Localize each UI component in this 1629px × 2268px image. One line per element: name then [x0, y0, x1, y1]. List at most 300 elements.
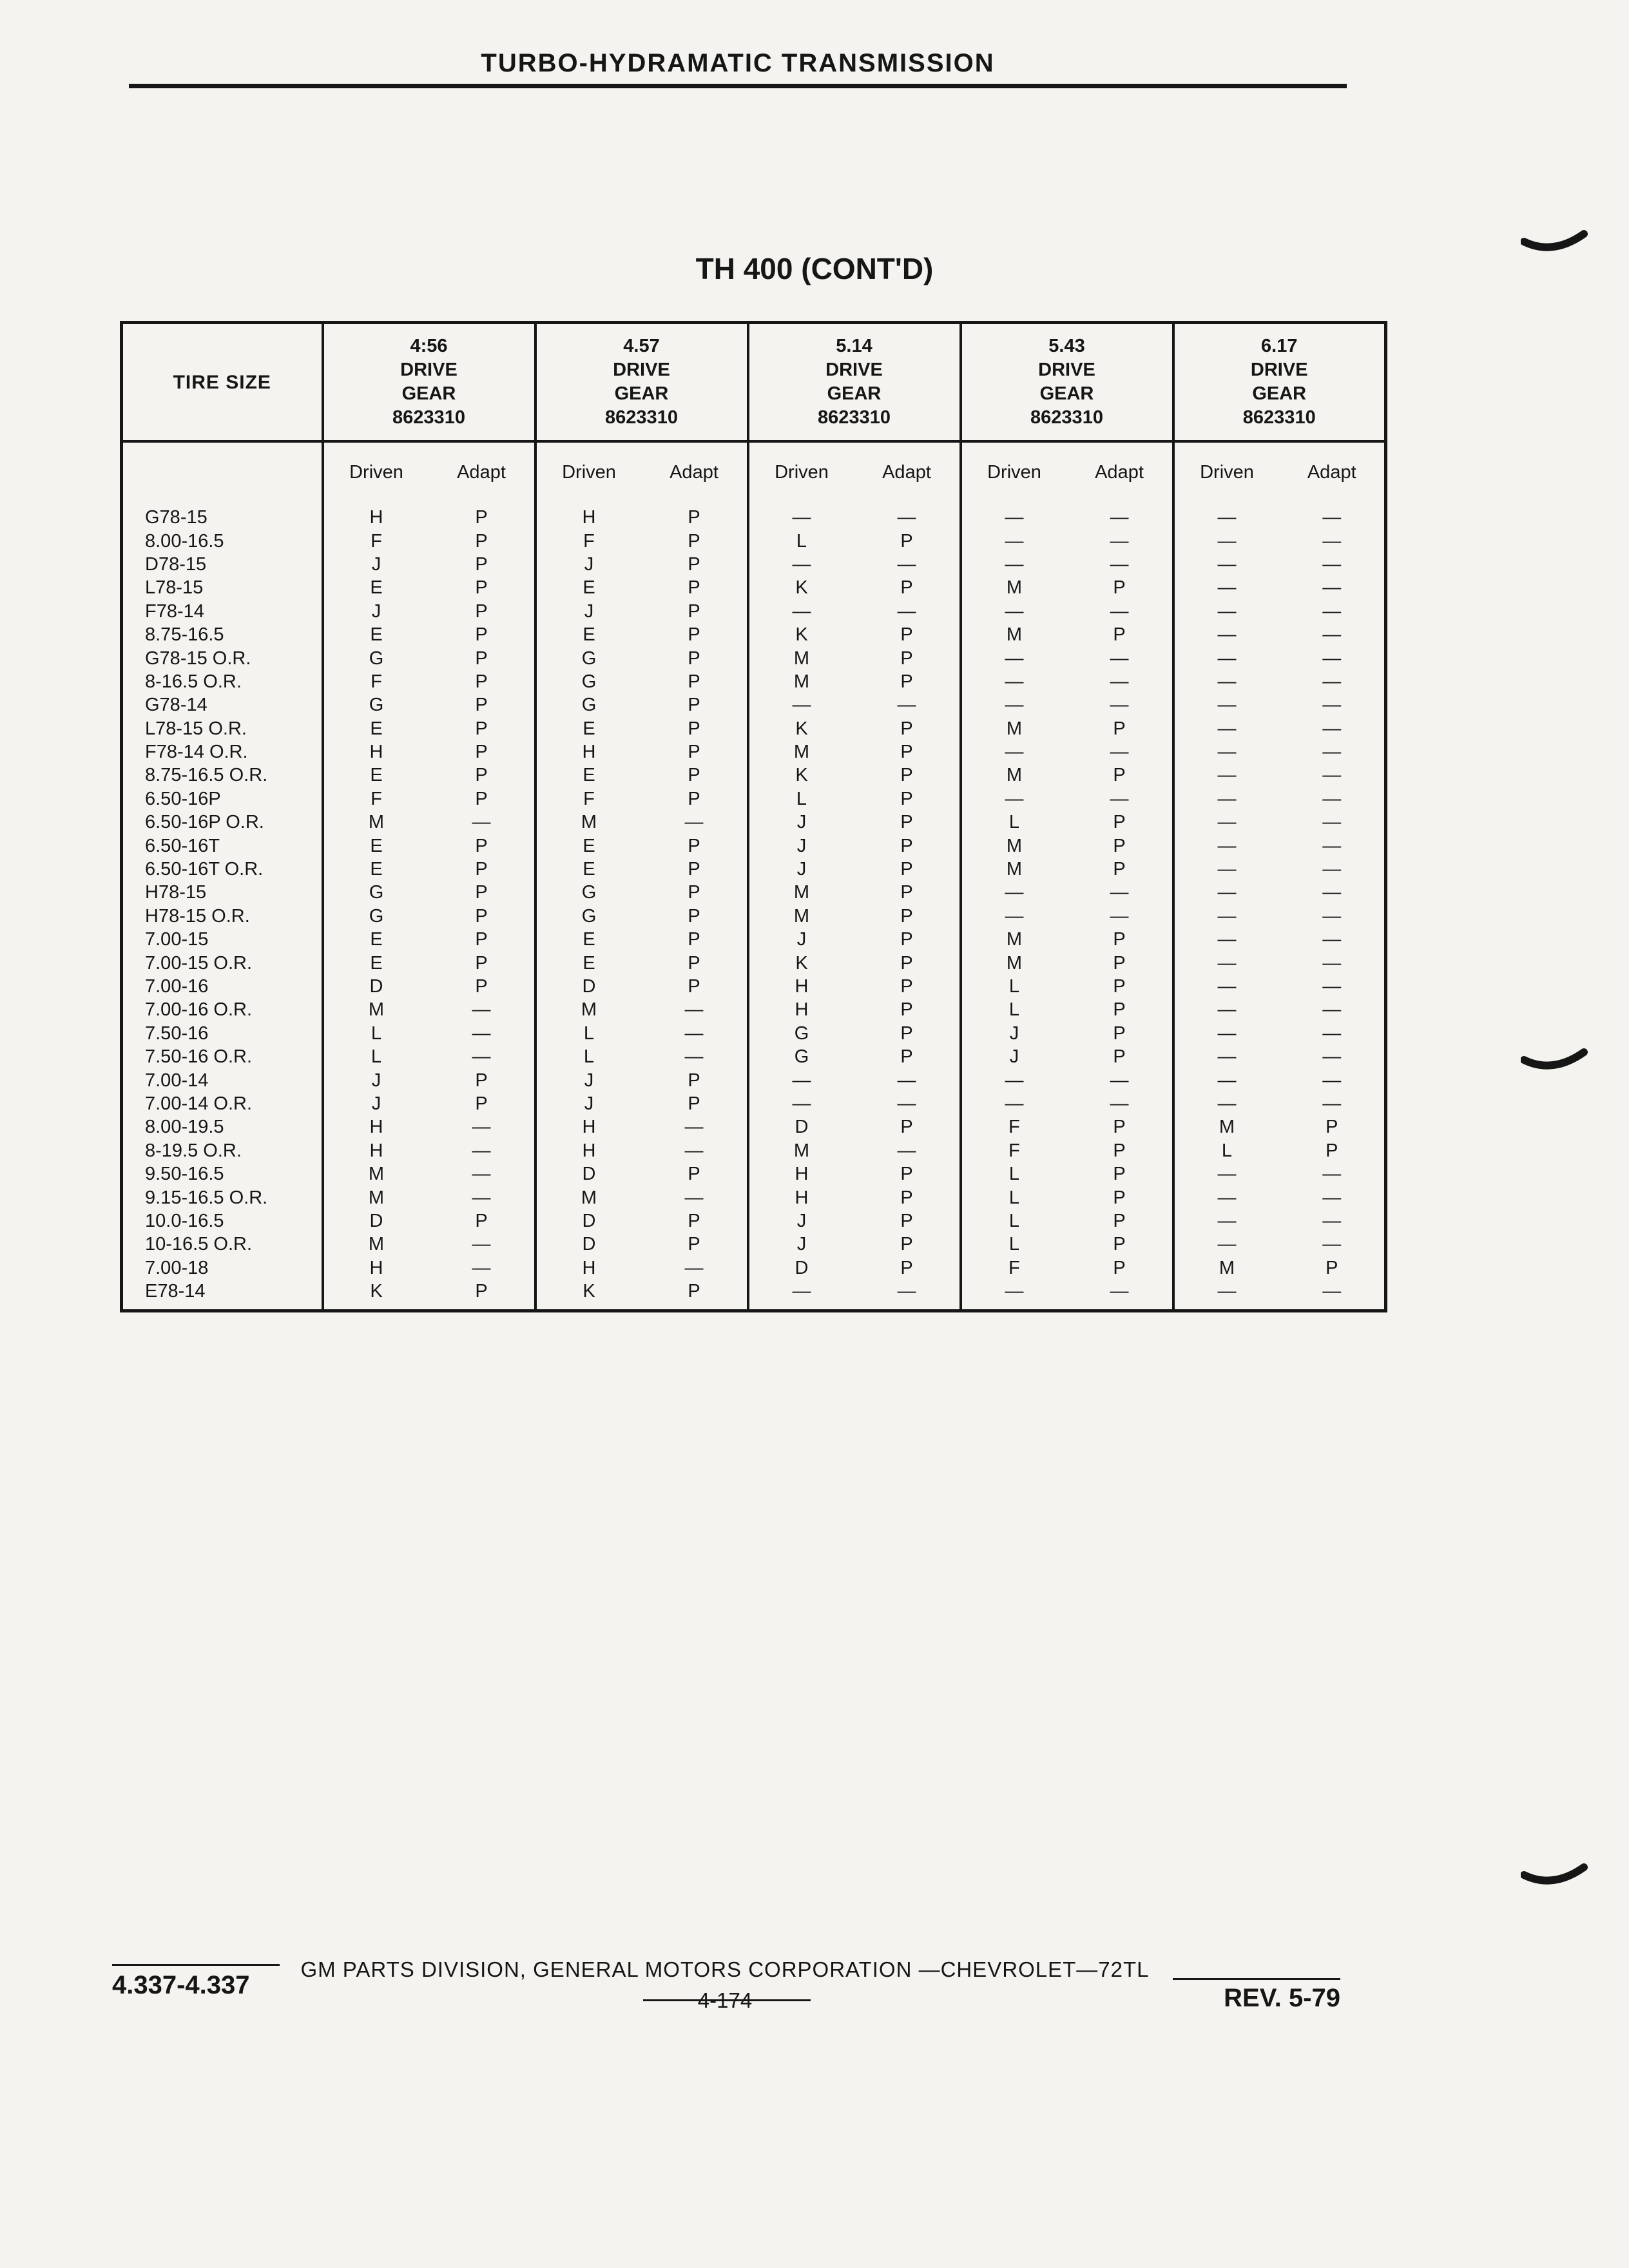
adapt-cell: —: [472, 1257, 491, 1278]
adapt-cell: P: [688, 507, 700, 528]
adapt-cell: P: [1113, 1234, 1126, 1255]
adapt-cell: —: [684, 999, 704, 1021]
driven-cell: —: [1173, 1233, 1280, 1256]
adapt-cell: P: [1325, 1117, 1338, 1138]
driven-cell: E: [323, 623, 429, 646]
adapt-cell: —: [684, 1140, 704, 1161]
tire-size-cell: L78-15: [145, 577, 204, 599]
driven-cell: M: [961, 928, 1067, 951]
driven-cell: H: [323, 740, 429, 764]
driven-cell: H: [323, 1139, 429, 1162]
gear-label-gear: GEAR: [827, 383, 882, 404]
adapt-cell: —: [1110, 695, 1129, 716]
adapt-cell: P: [475, 1210, 488, 1231]
gear-ratio-table: [120, 321, 1387, 1312]
adapt-cell: P: [688, 765, 700, 786]
driven-cell: E: [535, 717, 642, 740]
adapt-cell: P: [1113, 976, 1126, 997]
driven-cell: L: [323, 1045, 429, 1068]
driven-cell: —: [961, 1280, 1067, 1311]
table-row: [122, 1115, 1386, 1139]
table-row: [122, 1186, 1386, 1209]
adapt-cell: P: [1113, 812, 1126, 833]
driven-cell: E: [535, 623, 642, 646]
adapt-cell: —: [1110, 788, 1129, 809]
adapt-cell: P: [688, 624, 700, 646]
adapt-cell: P: [688, 976, 700, 997]
driven-cell: L: [961, 998, 1067, 1021]
driven-cell: —: [1173, 834, 1280, 857]
subheader-driven: Driven: [535, 441, 642, 498]
driven-cell: —: [961, 553, 1067, 576]
table-row: [122, 646, 1386, 669]
driven-cell: K: [535, 1280, 642, 1311]
driven-cell: D: [323, 975, 429, 998]
adapt-cell: —: [1322, 530, 1342, 552]
adapt-cell: P: [475, 507, 488, 528]
adapt-cell: P: [900, 530, 913, 552]
driven-cell: —: [1173, 858, 1280, 881]
driven-cell: —: [961, 693, 1067, 716]
gear-header-4-56: [323, 323, 535, 442]
adapt-cell: —: [1322, 952, 1342, 974]
table-row: [122, 693, 1386, 716]
adapt-cell: P: [900, 788, 913, 809]
adapt-cell: P: [688, 952, 700, 974]
adapt-cell: P: [900, 648, 913, 669]
driven-cell: —: [961, 1092, 1067, 1115]
adapt-cell: P: [900, 1187, 913, 1208]
adapt-cell: —: [897, 1070, 916, 1091]
table-row: [122, 740, 1386, 764]
driven-cell: H: [535, 740, 642, 764]
adapt-cell: P: [688, 577, 700, 599]
table-row: [122, 905, 1386, 928]
driven-cell: D: [535, 975, 642, 998]
tire-size-cell: 10.0-16.5: [145, 1210, 224, 1231]
driven-cell: H: [323, 498, 429, 529]
adapt-cell: P: [1113, 1210, 1126, 1231]
subheader-adapt: Adapt: [882, 462, 931, 483]
driven-cell: M: [323, 998, 429, 1021]
table-row: [122, 764, 1386, 787]
subheader-adapt: Adapt: [457, 462, 506, 483]
adapt-cell: —: [684, 1257, 704, 1278]
driven-cell: J: [748, 1209, 854, 1233]
driven-cell: L: [535, 1022, 642, 1045]
table-row: [122, 1233, 1386, 1256]
gear-label-drive: DRIVE: [400, 360, 458, 380]
driven-cell: M: [323, 1233, 429, 1256]
page-header: [129, 45, 1347, 88]
tire-size-cell: 7.00-14 O.R.: [145, 1093, 253, 1114]
table-row: [122, 576, 1386, 599]
adapt-cell: —: [1322, 1023, 1342, 1044]
adapt-cell: P: [1113, 1023, 1126, 1044]
driven-cell: G: [535, 670, 642, 693]
driven-cell: —: [961, 905, 1067, 928]
driven-cell: H: [323, 1115, 429, 1139]
table-row: [122, 1068, 1386, 1091]
driven-cell: —: [1173, 1186, 1280, 1209]
driven-cell: —: [1173, 764, 1280, 787]
adapt-cell: P: [900, 577, 913, 599]
subheader-driven: Driven: [323, 441, 429, 498]
adapt-cell: —: [472, 1164, 491, 1185]
adapt-cell: P: [475, 905, 488, 927]
table-row: [122, 1045, 1386, 1068]
table-row: [122, 529, 1386, 552]
driven-cell: H: [535, 1256, 642, 1280]
gear-label-gear: GEAR: [401, 383, 456, 404]
driven-cell: G: [535, 646, 642, 669]
driven-cell: —: [961, 787, 1067, 811]
adapt-cell: —: [1322, 765, 1342, 786]
adapt-cell: —: [1110, 1093, 1129, 1114]
subheader-adapt: Adapt: [670, 462, 718, 483]
driven-cell: J: [748, 858, 854, 881]
driven-cell: —: [961, 1068, 1067, 1091]
adapt-cell: P: [475, 553, 488, 575]
adapt-cell: P: [688, 671, 700, 692]
gear-ratio: 5.43: [1048, 336, 1085, 356]
table-row: [122, 787, 1386, 811]
driven-cell: —: [961, 529, 1067, 552]
driven-cell: H: [535, 498, 642, 529]
gear-label-drive: DRIVE: [1038, 360, 1095, 380]
adapt-cell: —: [684, 1046, 704, 1068]
adapt-cell: P: [1113, 577, 1126, 599]
binder-hole-mark: [1521, 222, 1592, 261]
adapt-cell: P: [1113, 929, 1126, 950]
driven-cell: L: [535, 1045, 642, 1068]
table-row: [122, 834, 1386, 857]
adapt-cell: P: [475, 976, 488, 997]
driven-cell: M: [323, 1186, 429, 1209]
adapt-cell: —: [897, 1281, 916, 1302]
driven-cell: M: [323, 811, 429, 834]
driven-cell: J: [535, 553, 642, 576]
adapt-cell: P: [900, 624, 913, 646]
adapt-cell: P: [1325, 1257, 1338, 1278]
section-title: TH 400 (CONT'D): [695, 252, 934, 285]
adapt-cell: —: [472, 1117, 491, 1138]
adapt-cell: P: [900, 1164, 913, 1185]
adapt-cell: P: [900, 1234, 913, 1255]
tire-size-cell: F78-14: [145, 601, 204, 622]
adapt-cell: P: [688, 1070, 700, 1091]
driven-cell: D: [535, 1233, 642, 1256]
table-row: [122, 1256, 1386, 1280]
adapt-cell: P: [475, 742, 488, 763]
driven-cell: —: [961, 600, 1067, 623]
driven-cell: —: [1173, 576, 1280, 599]
adapt-cell: —: [1110, 671, 1129, 692]
adapt-cell: P: [688, 1093, 700, 1114]
driven-cell: L: [961, 1209, 1067, 1233]
driven-cell: —: [1173, 600, 1280, 623]
tire-size-cell: 10-16.5 O.R.: [145, 1234, 253, 1255]
driven-cell: F: [323, 529, 429, 552]
driven-cell: G: [748, 1045, 854, 1068]
adapt-cell: P: [475, 601, 488, 622]
adapt-cell: —: [1322, 718, 1342, 739]
driven-cell: H: [748, 1162, 854, 1186]
table-row: [122, 717, 1386, 740]
adapt-cell: P: [900, 859, 913, 880]
tire-size-cell: 8.75-16.5 O.R.: [145, 765, 268, 786]
driven-cell: M: [961, 951, 1067, 974]
tire-size-cell: 8.75-16.5: [145, 624, 224, 646]
adapt-cell: P: [688, 905, 700, 927]
tire-size-cell: 8-19.5 O.R.: [145, 1140, 242, 1161]
adapt-cell: —: [1110, 1070, 1129, 1091]
driven-cell: —: [1173, 928, 1280, 951]
tire-size-cell: 7.50-16 O.R.: [145, 1046, 253, 1068]
subheader-adapt: Adapt: [1307, 462, 1356, 483]
gear-part-number: 8623310: [392, 407, 465, 428]
driven-cell: E: [323, 928, 429, 951]
table-row: [122, 975, 1386, 998]
driven-cell: —: [748, 600, 854, 623]
adapt-cell: P: [688, 1210, 700, 1231]
adapt-cell: P: [688, 695, 700, 716]
driven-cell: M: [961, 834, 1067, 857]
driven-cell: G: [535, 693, 642, 716]
adapt-cell: —: [684, 812, 704, 833]
driven-cell: —: [1173, 717, 1280, 740]
adapt-cell: —: [1322, 601, 1342, 622]
adapt-cell: P: [900, 952, 913, 974]
document-number: 4.337-4.337: [112, 1964, 280, 2000]
adapt-cell: —: [1322, 882, 1342, 903]
driven-cell: —: [961, 740, 1067, 764]
driven-cell: J: [748, 834, 854, 857]
tire-size-cell: 7.00-14: [145, 1070, 209, 1091]
adapt-cell: —: [1110, 742, 1129, 763]
driven-cell: E: [323, 858, 429, 881]
gear-header-5-14: [748, 323, 961, 442]
adapt-cell: P: [900, 812, 913, 833]
adapt-cell: P: [475, 718, 488, 739]
driven-cell: —: [961, 646, 1067, 669]
table-row: [122, 1162, 1386, 1186]
tire-size-cell: L78-15 O.R.: [145, 718, 247, 739]
adapt-cell: —: [1322, 507, 1342, 528]
driven-cell: J: [323, 1068, 429, 1091]
adapt-cell: —: [1322, 929, 1342, 950]
revision-label: REV. 5-79: [1173, 1978, 1340, 2013]
adapt-cell: —: [472, 1140, 491, 1161]
adapt-cell: —: [472, 999, 491, 1021]
adapt-cell: —: [1110, 1281, 1129, 1302]
gear-label-drive: DRIVE: [613, 360, 670, 380]
adapt-cell: —: [1322, 742, 1342, 763]
subheader-driven: Driven: [1173, 441, 1280, 498]
driven-cell: —: [1173, 498, 1280, 529]
adapt-cell: —: [1110, 648, 1129, 669]
gear-header-6-17: [1173, 323, 1386, 442]
driven-cell: —: [1173, 623, 1280, 646]
adapt-cell: P: [900, 671, 913, 692]
adapt-cell: —: [472, 1023, 491, 1044]
tire-size-cell: 7.00-18: [145, 1257, 209, 1278]
adapt-cell: —: [1322, 1187, 1342, 1208]
adapt-cell: —: [1322, 624, 1342, 646]
binder-hole-mark: [1521, 1856, 1592, 1894]
adapt-cell: P: [475, 530, 488, 552]
driven-cell: F: [535, 787, 642, 811]
tire-size-cell: G78-14: [145, 695, 207, 716]
adapt-cell: —: [1322, 812, 1342, 833]
driven-cell: F: [535, 529, 642, 552]
driven-cell: E: [323, 951, 429, 974]
driven-cell: —: [1173, 1045, 1280, 1068]
gear-header-4-57: [535, 323, 748, 442]
adapt-cell: P: [475, 835, 488, 856]
driven-cell: E: [535, 928, 642, 951]
driven-cell: K: [748, 764, 854, 787]
driven-cell: E: [323, 717, 429, 740]
adapt-cell: P: [900, 976, 913, 997]
driven-cell: H: [748, 998, 854, 1021]
table-row: [122, 623, 1386, 646]
adapt-cell: —: [472, 812, 491, 833]
adapt-cell: —: [1322, 553, 1342, 575]
driven-cell: E: [535, 764, 642, 787]
table-row: [122, 498, 1386, 529]
adapt-cell: P: [688, 553, 700, 575]
tire-size-header: TIRE SIZE: [122, 323, 323, 442]
table-row: [122, 600, 1386, 623]
driven-cell: —: [1173, 811, 1280, 834]
adapt-cell: P: [900, 882, 913, 903]
driven-cell: M: [535, 998, 642, 1021]
driven-cell: G: [323, 905, 429, 928]
adapt-cell: P: [475, 765, 488, 786]
driven-cell: L: [323, 1022, 429, 1045]
table-row: [122, 1280, 1386, 1311]
gear-label-gear: GEAR: [614, 383, 669, 404]
driven-cell: E: [535, 576, 642, 599]
adapt-cell: P: [688, 788, 700, 809]
adapt-cell: —: [1322, 1210, 1342, 1231]
driven-cell: —: [1173, 740, 1280, 764]
table-row: [122, 670, 1386, 693]
page-number: 4-174: [697, 1988, 753, 2012]
driven-cell: J: [961, 1045, 1067, 1068]
adapt-cell: —: [1322, 1164, 1342, 1185]
adapt-cell: P: [900, 1210, 913, 1231]
adapt-cell: P: [1113, 1257, 1126, 1278]
driven-cell: —: [748, 1068, 854, 1091]
adapt-cell: —: [897, 1140, 916, 1161]
adapt-cell: P: [1113, 1164, 1126, 1185]
adapt-cell: —: [1322, 976, 1342, 997]
driven-cell: —: [1173, 646, 1280, 669]
driven-cell: —: [1173, 975, 1280, 998]
table-row: [122, 928, 1386, 951]
gear-ratio: 4:56: [410, 336, 448, 356]
driven-cell: —: [961, 670, 1067, 693]
driven-cell: E: [323, 834, 429, 857]
adapt-cell: P: [475, 671, 488, 692]
driven-cell: —: [1173, 670, 1280, 693]
driven-cell: —: [1173, 1280, 1280, 1311]
driven-cell: E: [535, 951, 642, 974]
driven-cell: M: [961, 623, 1067, 646]
gear-part-number: 8623310: [818, 407, 891, 428]
adapt-cell: P: [1325, 1140, 1338, 1161]
tire-size-cell: 7.00-15 O.R.: [145, 952, 253, 974]
adapt-cell: —: [1322, 999, 1342, 1021]
driven-cell: E: [535, 858, 642, 881]
table-row: [122, 1209, 1386, 1233]
tire-size-cell: 9.15-16.5 O.R.: [145, 1187, 268, 1208]
driven-cell: J: [323, 1092, 429, 1115]
driven-cell: E: [535, 834, 642, 857]
gear-part-number: 8623310: [605, 407, 678, 428]
driven-cell: M: [748, 905, 854, 928]
adapt-cell: P: [900, 835, 913, 856]
driven-cell: H: [535, 1115, 642, 1139]
adapt-cell: P: [475, 1281, 488, 1302]
tire-size-cell: 7.00-16: [145, 976, 209, 997]
adapt-cell: P: [900, 1117, 913, 1138]
driven-cell: M: [748, 740, 854, 764]
adapt-cell: P: [1113, 1140, 1126, 1161]
driven-cell: —: [1173, 787, 1280, 811]
adapt-cell: P: [688, 1234, 700, 1255]
driven-cell: M: [961, 764, 1067, 787]
adapt-cell: P: [1113, 1117, 1126, 1138]
driven-cell: —: [1173, 881, 1280, 904]
table-row: [122, 881, 1386, 904]
adapt-cell: —: [684, 1187, 704, 1208]
driven-cell: K: [748, 951, 854, 974]
driven-cell: G: [535, 881, 642, 904]
adapt-cell: —: [897, 601, 916, 622]
driven-cell: J: [961, 1022, 1067, 1045]
driven-cell: F: [961, 1115, 1067, 1139]
adapt-cell: P: [900, 929, 913, 950]
driven-cell: M: [1173, 1115, 1280, 1139]
adapt-cell: P: [475, 952, 488, 974]
adapt-cell: P: [475, 882, 488, 903]
table-row: [122, 1139, 1386, 1162]
driven-cell: G: [535, 905, 642, 928]
driven-cell: M: [535, 811, 642, 834]
tire-size-cell: H78-15: [145, 882, 207, 903]
driven-cell: —: [1173, 553, 1280, 576]
adapt-cell: —: [1322, 1093, 1342, 1114]
adapt-cell: —: [684, 1023, 704, 1044]
adapt-cell: P: [688, 1281, 700, 1302]
adapt-cell: —: [897, 553, 916, 575]
adapt-cell: P: [900, 1023, 913, 1044]
driven-cell: —: [961, 498, 1067, 529]
driven-cell: L: [748, 529, 854, 552]
adapt-cell: P: [688, 648, 700, 669]
driven-cell: —: [1173, 905, 1280, 928]
tire-size-cell: 6.50-16P O.R.: [145, 812, 264, 833]
driven-cell: M: [748, 881, 854, 904]
adapt-cell: —: [472, 1046, 491, 1068]
adapt-cell: P: [475, 1070, 488, 1091]
adapt-cell: —: [1110, 905, 1129, 927]
driven-cell: L: [961, 1233, 1067, 1256]
tire-size-cell: 8.00-19.5: [145, 1117, 224, 1138]
